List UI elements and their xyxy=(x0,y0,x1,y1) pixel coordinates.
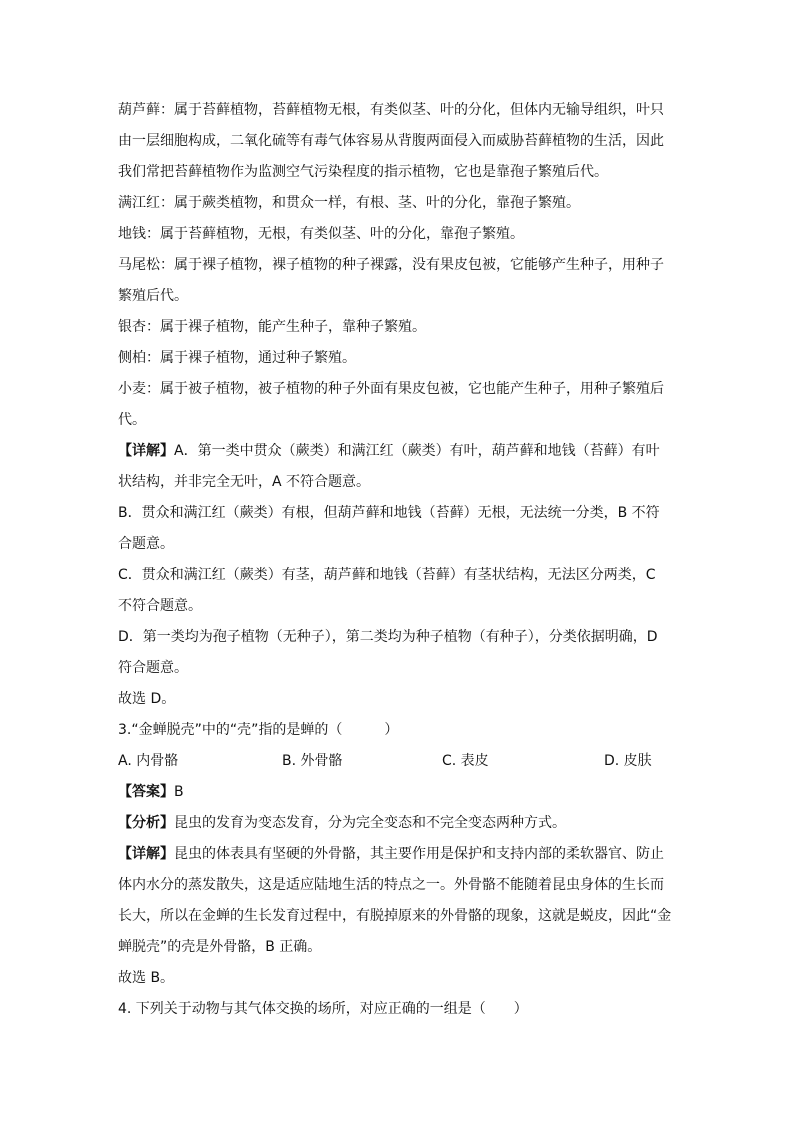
text-line: 满江红：属于蕨类植物，和贯众一样，有根、茎、叶的分化，靠孢子繁殖。 xyxy=(118,195,580,211)
text-line: 代。 xyxy=(118,412,146,428)
detail-paragraph xyxy=(118,839,678,870)
analysis-text: 昆虫的发育为变态发育，分为完全变态和不完全变态两种方式。 xyxy=(174,815,566,831)
text-line: 状结构，并非完全无叶，A 不符合题意。 xyxy=(118,474,371,490)
question-stem: 3.“金蝉脱壳”中的“壳”指的是蝉的（ ） xyxy=(118,722,399,738)
text-line: 由一层细胞构成，二氧化硫等有毒气体容易从背腹两面侵入而威胁苔藓植物的生活，因此 xyxy=(118,133,664,149)
detail-tag: 【详解】 xyxy=(118,443,174,459)
text-line: B．贯众和满江红（蕨类）有根，但葫芦藓和地钱（苔藓）无根，无法统一分类，B 不符 xyxy=(118,505,660,521)
choice-line: 故选 D。 xyxy=(118,691,176,707)
option-a: A. 内骨骼 xyxy=(118,753,179,769)
detail-tag: 【详解】 xyxy=(118,846,174,862)
option-d: D. 皮肤 xyxy=(604,753,652,769)
document-page xyxy=(118,95,678,1025)
text-line: 侧柏：属于裸子植物，通过种子繁殖。 xyxy=(118,350,356,366)
text-line: 长大，所以在金蝉的生长发育过程中，有脱掉原来的外骨骼的现象，这就是蜕皮，因此“金 xyxy=(118,908,672,924)
text-line: 不符合题意。 xyxy=(118,598,202,614)
text-line: 马尾松：属于裸子植物，裸子植物的种子裸露，没有果皮包被，它能够产生种子，用种子 xyxy=(118,257,664,273)
analysis-tag: 【分析】 xyxy=(118,815,174,831)
text-line: 繁殖后代。 xyxy=(118,288,188,304)
text-line: 葫芦藓：属于苔藓植物，苔藓植物无根，有类似茎、叶的分化，但体内无输导组织，叶只 xyxy=(118,102,664,118)
answer-options xyxy=(118,746,678,777)
text-line: D．第一类均为孢子植物（无种子），第二类均为种子植物（有种子），分类依据明确，D xyxy=(118,629,658,645)
text-line: 合题意。 xyxy=(118,536,174,552)
detail-text: 昆虫的体表具有坚硬的外骨骼，其主要作用是保护和支持内部的柔软器官、防止 xyxy=(174,846,664,862)
text-line: 符合题意。 xyxy=(118,660,188,676)
text-line: 我们常把苔藓植物作为监测空气污染程度的指示植物，它也是靠孢子繁殖后代。 xyxy=(118,164,608,180)
text-line: C．贯众和满江红（蕨类）有茎，葫芦藓和地钱（苔藓）有茎状结构，无法区分两类，C xyxy=(118,567,656,583)
text-line: 蝉脱壳”的壳是外骨骼，B 正确。 xyxy=(118,939,322,955)
answer-tag: 【答案】 xyxy=(118,784,174,800)
option-c: C. 表皮 xyxy=(442,753,489,769)
option-b: B. 外骨骼 xyxy=(282,753,343,769)
answer-line xyxy=(118,777,678,808)
text-line: 体内水分的蒸发散失，这是适应陆地生活的特点之一。外骨骼不能随着昆虫身体的生长而 xyxy=(118,877,664,893)
detail-paragraph xyxy=(118,436,678,467)
question-stem: 4. 下列关于动物与其气体交换的场所，对应正确的一组是（ ） xyxy=(118,1001,528,1017)
analysis-line xyxy=(118,808,678,839)
text-line: 银杏：属于裸子植物，能产生种子，靠种子繁殖。 xyxy=(118,319,426,335)
answer-value: B xyxy=(174,784,184,800)
text-line: 地钱：属于苔藓植物，无根，有类似茎、叶的分化，靠孢子繁殖。 xyxy=(118,226,524,242)
text-line: 小麦：属于被子植物，被子植物的种子外面有果皮包被，它也能产生种子，用种子繁殖后 xyxy=(118,381,664,397)
choice-line: 故选 B。 xyxy=(118,970,175,986)
detail-text: A．第一类中贯众（蕨类）和满江红（蕨类）有叶，葫芦藓和地钱（苔藓）有叶 xyxy=(174,443,660,459)
